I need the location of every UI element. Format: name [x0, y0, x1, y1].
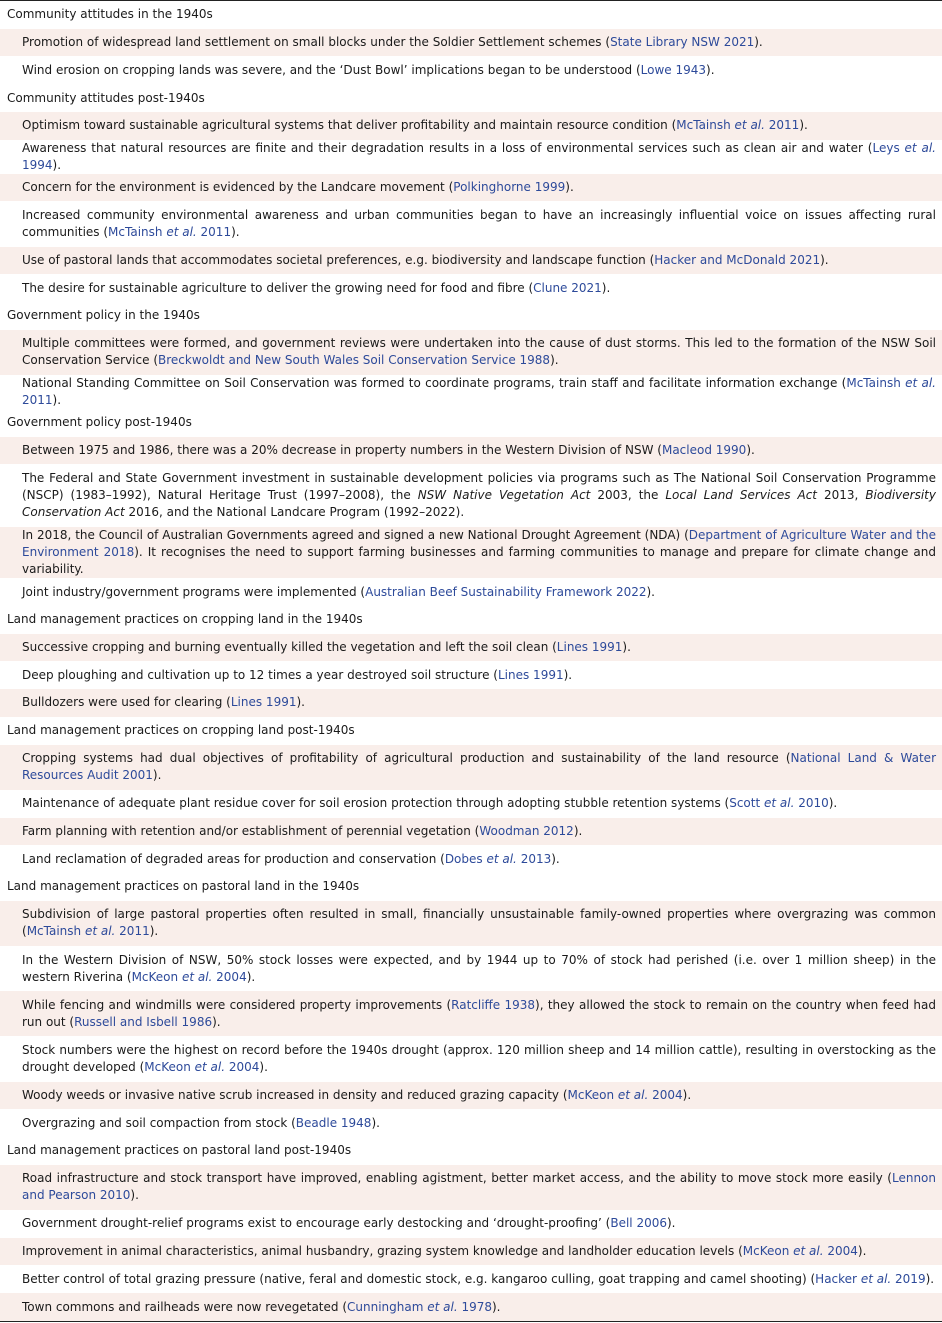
table-row	[0, 1238, 942, 1266]
table-row	[0, 1265, 942, 1293]
table-row	[0, 689, 942, 717]
table-row	[0, 790, 942, 818]
table-row	[0, 330, 942, 375]
table-row	[0, 661, 942, 689]
row-text: Maintenance of adequate plant residue cover for soil erosion protection through adopting stubble retention systems (Scott et al. 2010).	[22, 796, 838, 811]
row-text: Promotion of widespread land settlement on small blocks under the Soldier Settlement schemes (State Library NSW 2021).	[22, 35, 763, 50]
citation-link[interactable]: McKeon et al. 2004	[742, 1244, 858, 1259]
table-row	[0, 29, 942, 57]
table-row	[0, 818, 942, 846]
row-text: Farm planning with retention and/or establishment of perennial vegetation (Woodman 2012).	[22, 823, 583, 838]
row-text: Bulldozers were used for clearing (Lines 1991).	[22, 695, 305, 710]
section-heading	[0, 84, 942, 112]
table-row	[0, 745, 942, 790]
table-row	[0, 1210, 942, 1238]
table-row	[0, 56, 942, 84]
table-row	[0, 464, 942, 527]
citation-link[interactable]: Lines 1991	[230, 695, 297, 710]
table-row	[0, 112, 942, 140]
section-heading	[0, 717, 942, 745]
section-heading-text: Land management practices on pastoral land post-1940s	[7, 1143, 352, 1158]
table-row	[0, 578, 942, 606]
row-text: National Standing Committee on Soil Conservation was formed to coordinate programs, train staff and facilitate information exchange (McTainsh et al. 2011).	[22, 376, 936, 408]
table-row	[0, 201, 942, 246]
table-row	[0, 247, 942, 275]
section-heading-text: Government policy post-1940s	[7, 415, 192, 430]
citation-link[interactable]: Polkinghorne 1999	[453, 180, 566, 195]
citation-link[interactable]: Breckwoldt and New South Wales Soil Conservation Service 1988	[158, 353, 551, 368]
section-heading-text: Land management practices on pastoral land in the 1940s	[7, 879, 360, 894]
row-text: Concern for the environment is evidenced by the Landcare movement (Polkinghorne 1999).	[22, 180, 574, 195]
citation-link[interactable]: McKeon et al. 2004	[144, 1059, 260, 1074]
citation-link[interactable]: Dobes et al. 2013	[444, 851, 552, 866]
table-row	[0, 140, 942, 174]
row-text: Cropping systems had dual objectives of profitability of agricultural production and sustainability of the land resource (National Land & Water Resources Audit 2001).	[22, 751, 937, 783]
table-row	[0, 1036, 942, 1081]
section-heading-text: Community attitudes in the 1940s	[7, 7, 213, 22]
citation-link[interactable]: Russell and Isbell 1986	[74, 1014, 213, 1029]
row-text: The Federal and State Government investment in sustainable development policies via programs such as The National Soil Conservation Programme (NSCP) (1983–1992), Natural Heritage Trust (1997–2008), the NSW Native Vegetation Act 2003, the Local Land Services Act 2013, Biodiversity Conservation Act 2016, and the National Landcare Program (1992–2022).	[22, 471, 936, 520]
row-text: Increased community environmental awareness and urban communities began to have an increasingly influential voice on issues affecting rural communities (McTainsh et al. 2011).	[22, 208, 936, 239]
citation-link[interactable]: McTainsh et al. 2011	[676, 118, 800, 133]
section-heading-text: Community attitudes post-1940s	[7, 90, 205, 105]
citation-link[interactable]: National Land & Water Resources Audit 2001	[22, 751, 937, 783]
citation-link[interactable]: McTainsh et al. 2011	[26, 924, 150, 939]
section-heading-text: Land management practices on cropping land in the 1940s	[7, 612, 363, 627]
citation-link[interactable]: McTainsh et al. 2011	[22, 376, 936, 408]
row-text: The desire for sustainable agriculture to deliver the growing need for food and fibre (Clune 2021).	[22, 280, 611, 295]
row-text: In the Western Division of NSW, 50% stock losses were expected, and by 1944 up to 70% of stock had perished (i.e. over 1 million sheep) in the western Riverina (McKeon et al. 2004).	[22, 952, 936, 984]
citation-link[interactable]: Lennon and Pearson 2010	[22, 1171, 936, 1203]
citation-link[interactable]: Australian Beef Sustainability Framework 2022	[365, 584, 647, 599]
citation-link[interactable]: Bell 2006	[610, 1216, 667, 1231]
table-row	[0, 437, 942, 465]
citation-link[interactable]: Clune 2021	[533, 280, 602, 295]
citation-link[interactable]: Department of Agriculture Water and the Environment 2018	[22, 528, 936, 560]
citation-link[interactable]: Hacker and McDonald 2021	[654, 252, 821, 267]
table-row	[0, 946, 942, 991]
citation-link[interactable]: Cunningham et al. 1978	[347, 1299, 492, 1314]
table-row	[0, 901, 942, 946]
section-heading-text: Land management practices on cropping land post-1940s	[7, 723, 355, 738]
row-text: Between 1975 and 1986, there was a 20% decrease in property numbers in the Western Division of NSW (Macleod 1990).	[22, 443, 755, 458]
citation-link[interactable]: Ratcliffe 1938	[451, 997, 536, 1012]
section-heading	[0, 1, 942, 29]
section-heading	[0, 1137, 942, 1165]
row-text: Woody weeds or invasive native scrub increased in density and reduced grazing capacity (McKeon et al. 2004).	[22, 1087, 692, 1102]
table-row	[0, 1082, 942, 1110]
row-text: Town commons and railheads were now revegetated (Cunningham et al. 1978).	[22, 1299, 501, 1314]
row-text: Subdivision of large pastoral properties often resulted in small, financially unsustainable family-owned properties where overgrazing was common (McTainsh et al. 2011).	[22, 907, 936, 939]
row-text: Wind erosion on cropping lands was severe, and the ‘Dust Bowl’ implications began to be understood (Lowe 1943).	[22, 62, 715, 77]
table-row	[0, 991, 942, 1036]
section-heading	[0, 302, 942, 330]
section-heading	[0, 873, 942, 901]
row-text: Road infrastructure and stock transport have improved, enabling agistment, better market access, and the ability to move stock more easily (Lennon and Pearson 2010).	[22, 1171, 936, 1203]
citation-link[interactable]: Lowe 1943	[640, 62, 707, 77]
row-text: Stock numbers were the highest on record before the 1940s drought (approx. 120 million sheep and 14 million cattle), resulting in overstocking as the drought developed (McKeon et al. 2004).	[22, 1042, 936, 1074]
table-row	[0, 527, 942, 578]
table-row	[0, 1293, 942, 1321]
citation-link[interactable]: Leys et al. 1994	[22, 140, 936, 172]
citation-link[interactable]: Hacker et al. 2019	[815, 1271, 926, 1286]
section-heading-text: Government policy in the 1940s	[7, 308, 200, 323]
row-text: While fencing and windmills were considered property improvements (Ratcliffe 1938), they allowed the stock to remain on the country when feed had run out (Russell and Isbell 1986).	[22, 997, 936, 1029]
table-row	[0, 174, 942, 202]
citation-link[interactable]: McTainsh et al. 2011	[108, 225, 232, 239]
citation-link[interactable]: Beadle 1948	[295, 1115, 372, 1130]
section-heading	[0, 606, 942, 634]
citation-link[interactable]: Lines 1991	[497, 667, 564, 682]
table-row	[0, 1109, 942, 1137]
row-text: Better control of total grazing pressure (native, feral and domestic stock, e.g. kangaroo culling, goat trapping and camel shooting) (Hacker et al. 2019).	[22, 1271, 935, 1286]
section-heading	[0, 409, 942, 437]
row-text: Awareness that natural resources are finite and their degradation results in a loss of environmental services such as clean air and water (Leys et al. 1994).	[22, 140, 936, 172]
row-text: Government drought-relief programs exist to encourage early destocking and ‘drought-proofing’ (Bell 2006).	[22, 1216, 676, 1231]
table-row	[0, 375, 942, 409]
table-row	[0, 1165, 942, 1210]
citation-link[interactable]: Scott et al. 2010	[729, 796, 829, 811]
table-row	[0, 634, 942, 662]
row-text: In 2018, the Council of Australian Governments agreed and signed a new National Drought Agreement (NDA) (Department of Agriculture Water and the Environment 2018). It recognises the need to support farming businesses and farming communities to manage and prepare for climate change and variability.	[22, 528, 936, 577]
row-text: Use of pastoral lands that accommodates societal preferences, e.g. biodiversity and landscape function (Hacker and McDonald 2021).	[22, 252, 829, 267]
row-text: Joint industry/government programs were implemented (Australian Beef Sustainability Framework 2022).	[22, 584, 655, 599]
table-row	[0, 274, 942, 302]
row-text: Deep ploughing and cultivation up to 12 times a year destroyed soil structure (Lines 1991).	[22, 667, 573, 682]
row-text: Multiple committees were formed, and government reviews were undertaken into the cause of dust storms. This led to the formation of the NSW Soil Conservation Service (Breckwoldt and New South Wales Soil Conservation Service 1988).	[22, 336, 936, 368]
citation-link[interactable]: Woodman 2012	[479, 823, 574, 838]
table-row	[0, 845, 942, 873]
row-text: Optimism toward sustainable agricultural systems that deliver profitability and maintain resource condition (McTainsh et al. 2011).	[22, 118, 808, 133]
citation-link[interactable]: McKeon et al. 2004	[567, 1087, 683, 1102]
citation-link[interactable]: Macleod 1990	[661, 443, 747, 458]
row-text: Improvement in animal characteristics, animal husbandry, grazing system knowledge and landholder education levels (McKeon et al. 2004).	[22, 1244, 867, 1259]
citation-link[interactable]: Lines 1991	[556, 640, 623, 654]
row-text: Land reclamation of degraded areas for production and conservation (Dobes et al. 2013).	[22, 851, 560, 866]
citation-link[interactable]: McKeon et al. 2004	[131, 969, 247, 984]
citation-link[interactable]: State Library NSW 2021	[610, 35, 755, 50]
row-text: Successive cropping and burning eventually killed the vegetation and left the soil clean (Lines 1991).	[22, 640, 631, 654]
row-text: Overgrazing and soil compaction from stock (Beadle 1948).	[22, 1115, 380, 1130]
